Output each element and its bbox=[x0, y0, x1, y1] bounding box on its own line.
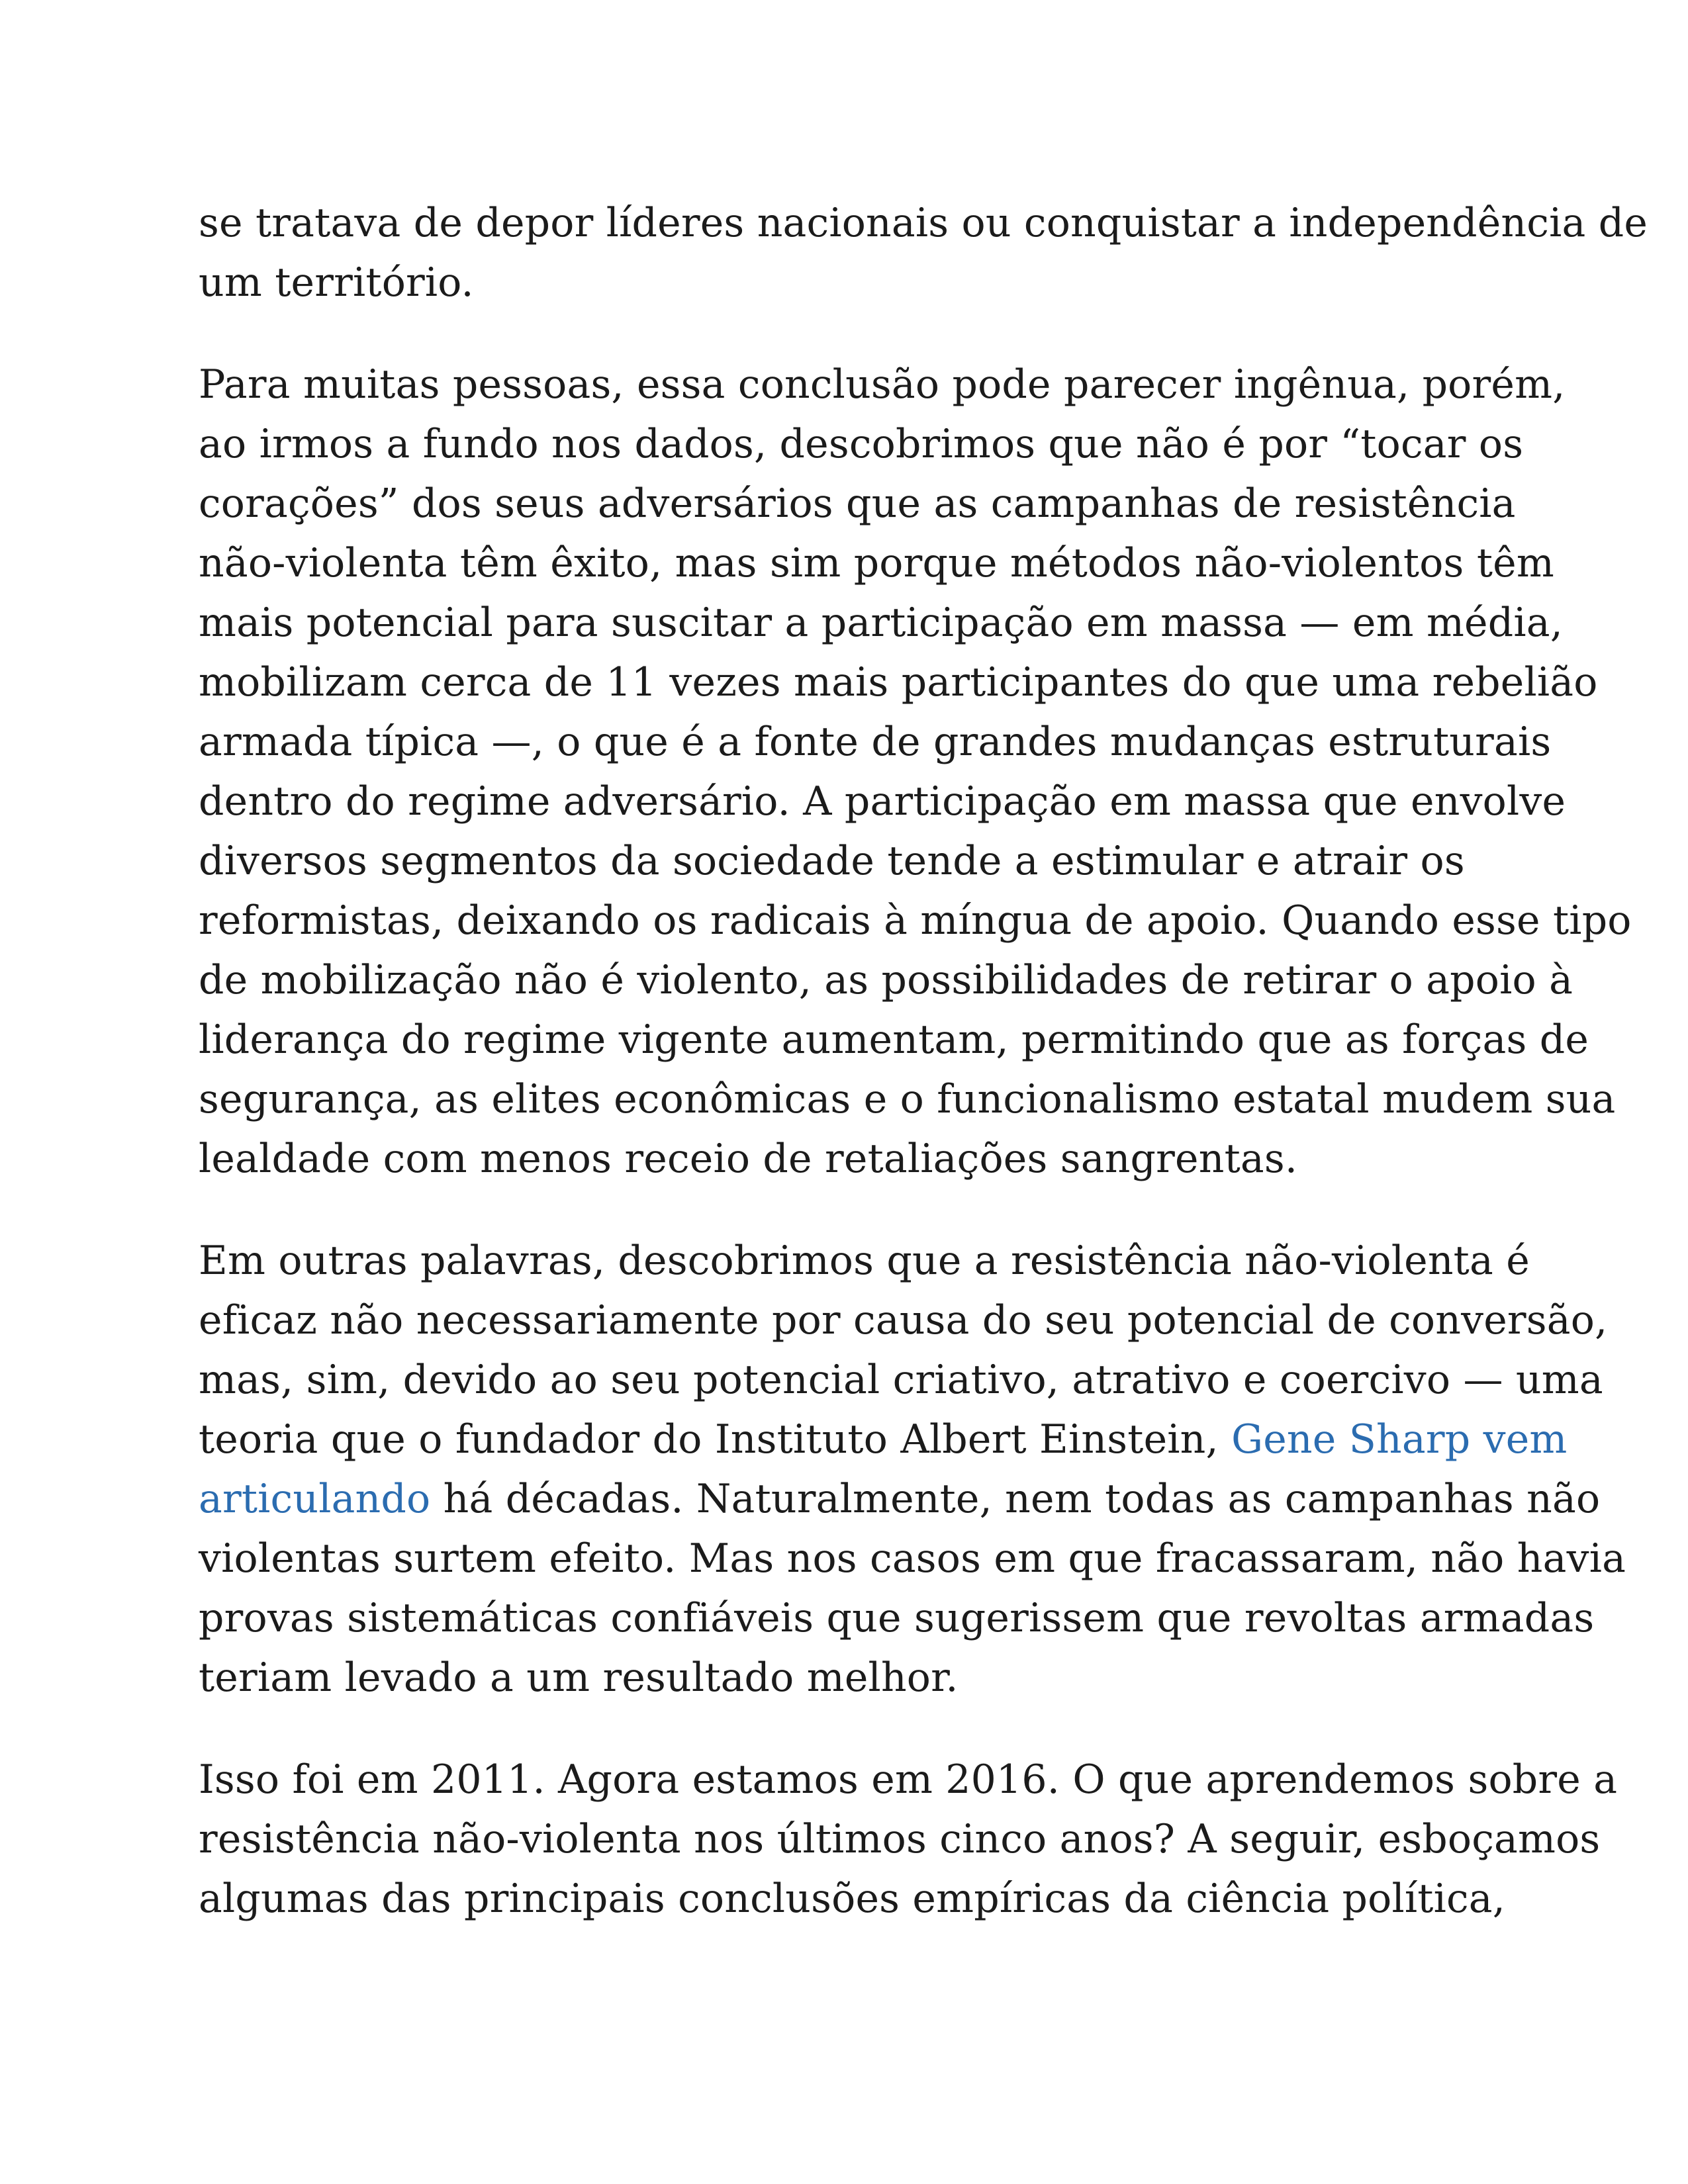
article-body bbox=[199, 193, 1648, 1929]
text-line bbox=[199, 1588, 1595, 1648]
text-segment: violentas surtem efeito. Mas nos casos em que fracassaram, não havia bbox=[199, 1535, 1626, 1582]
text-line bbox=[199, 653, 1598, 712]
text-segment: não-violenta têm êxito, mas sim porque métodos não-violentos têm bbox=[199, 540, 1554, 586]
text-line bbox=[199, 1231, 1530, 1291]
text-line bbox=[199, 712, 1552, 772]
text-segment: há décadas. Naturalmente, nem todas as campanhas não bbox=[430, 1476, 1601, 1522]
text-segment: mobilizam cerca de 11 vezes mais participantes do que uma rebelião bbox=[199, 659, 1598, 705]
text-segment: armada típica —, o que é a fonte de grandes mudanças estruturais bbox=[199, 719, 1552, 765]
text-segment: Para muitas pessoas, essa conclusão pode parecer ingênua, porém, bbox=[199, 361, 1566, 408]
text-segment: diversos segmentos da sociedade tende a estimular e atrair os bbox=[199, 838, 1465, 884]
text-line bbox=[199, 474, 1516, 533]
text-line bbox=[199, 772, 1566, 831]
text-segment: Isso foi em 2011. Agora estamos em 2016. O que aprendemos sobre a bbox=[199, 1756, 1618, 1803]
text-segment: ao irmos a fundo nos dados, descobrimos que não é por “tocar os bbox=[199, 421, 1524, 467]
text-segment: de mobilização não é violento, as possibilidades de retirar o apoio à bbox=[199, 957, 1573, 1003]
text-segment: liderança do regime vigente aumentam, permitindo que as forças de bbox=[199, 1017, 1589, 1063]
text-line bbox=[199, 1869, 1506, 1929]
text-line bbox=[199, 355, 1566, 414]
paragraph bbox=[199, 193, 1648, 312]
text-line bbox=[199, 593, 1564, 653]
text-line bbox=[199, 831, 1476, 891]
text-line bbox=[199, 253, 1476, 312]
text-segment: mais potencial para suscitar a participação em massa — em média, bbox=[199, 600, 1564, 646]
text-line bbox=[199, 1291, 1608, 1350]
text-line bbox=[199, 1529, 1626, 1588]
text-segment: dentro do regime adversário. A participação em massa que envolve bbox=[199, 778, 1566, 825]
text-line bbox=[199, 1809, 1601, 1869]
text-segment: segurança, as elites econômicas e o funcionalismo estatal mudem sua bbox=[199, 1076, 1616, 1122]
text-segment: Em outras palavras, descobrimos que a resistência não-violenta é bbox=[199, 1238, 1530, 1284]
gene-sharp-link[interactable]: Gene Sharp vem bbox=[1231, 1416, 1568, 1463]
text-segment: um território. bbox=[199, 259, 474, 306]
text-line bbox=[199, 1648, 1476, 1707]
text-line bbox=[199, 414, 1524, 474]
text-segment: reformistas, deixando os radicais à míngua de apoio. Quando esse tipo bbox=[199, 897, 1632, 944]
text-line bbox=[199, 1410, 1568, 1469]
text-segment: resistência não-violenta nos últimos cinco anos? A seguir, esboçamos bbox=[199, 1816, 1601, 1862]
text-segment: lealdade com menos receio de retaliações sangrentas. bbox=[199, 1136, 1298, 1182]
text-segment: mas, sim, devido ao seu potencial criativo, atrativo e coercivo — uma bbox=[199, 1357, 1603, 1403]
text-segment: corações” dos seus adversários que as campanhas de resistência bbox=[199, 480, 1516, 527]
text-line bbox=[199, 1350, 1603, 1410]
text-line bbox=[199, 1010, 1589, 1069]
text-segment: se tratava de depor líderes nacionais ou conquistar a independência de bbox=[199, 200, 1648, 246]
text-segment: teoria que o fundador do Instituto Albert Einstein, bbox=[199, 1416, 1232, 1463]
paragraph bbox=[199, 1231, 1626, 1707]
text-line bbox=[199, 1469, 1601, 1529]
text-line bbox=[199, 1069, 1616, 1129]
text-segment: eficaz não necessariamente por causa do seu potencial de conversão, bbox=[199, 1297, 1608, 1343]
text-line bbox=[199, 193, 1648, 253]
gene-sharp-link[interactable]: articulando bbox=[199, 1476, 431, 1522]
text-line bbox=[199, 1750, 1618, 1809]
text-line bbox=[199, 950, 1573, 1010]
text-segment: provas sistemáticas confiáveis que sugerissem que revoltas armadas bbox=[199, 1595, 1595, 1641]
text-line bbox=[199, 533, 1554, 593]
text-line bbox=[199, 1129, 1476, 1189]
text-line bbox=[199, 891, 1632, 950]
paragraph bbox=[199, 355, 1632, 1189]
paragraph bbox=[199, 1750, 1618, 1929]
text-segment: teriam levado a um resultado melhor. bbox=[199, 1655, 959, 1701]
text-segment: algumas das principais conclusões empíricas da ciência política, bbox=[199, 1876, 1506, 1922]
